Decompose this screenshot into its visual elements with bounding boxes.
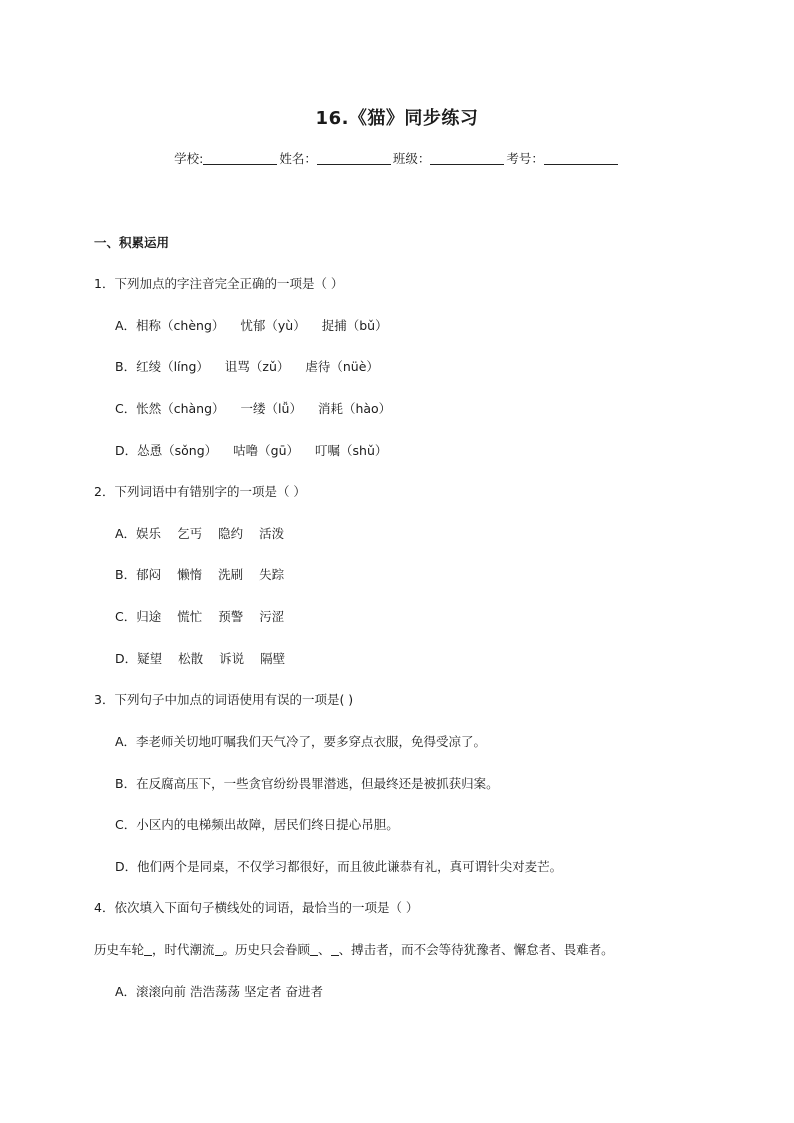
fill-blank-2[interactable] — [215, 943, 223, 956]
fill-blank-4[interactable] — [331, 943, 339, 956]
class-blank[interactable] — [430, 151, 504, 165]
question-1-option-b: B．红绫（líng） 诅骂（zǔ） 虐待（nüè） — [115, 359, 379, 374]
question-3-option-c: C．小区内的电梯频出故障，居民们终日提心吊胆。 — [115, 817, 399, 832]
school-label: 学校: — [174, 151, 204, 166]
question-1-option-c: C．怅然（chàng） 一缕（lǚ） 消耗（hào） — [115, 401, 392, 416]
question-1-stem: 1．下列加点的字注音完全正确的一项是（ ） — [94, 276, 344, 291]
question-3-option-b: B．在反腐高压下，一些贪官纷纷畏罪潜逃，但最终还是被抓获归案。 — [115, 776, 499, 791]
question-2-option-c: C．归途 慌忙 预警 污涩 — [115, 609, 285, 624]
question-3-option-d: D．他们两个是同桌，不仅学习都很好，而且彼此谦恭有礼，真可谓针尖对麦芒。 — [115, 859, 563, 874]
question-2-option-d: D．疑望 松散 诉说 隔壁 — [115, 651, 286, 666]
fill-blank-3[interactable] — [310, 943, 318, 956]
exam-number-label: 考号： — [506, 151, 544, 166]
fill-blank-1[interactable] — [144, 943, 152, 956]
name-blank[interactable] — [317, 151, 391, 165]
student-info-line — [0, 149, 794, 167]
question-1-option-d: D．怂恿（sǒng） 咕噜（gū） 叮嘱（shǔ） — [115, 443, 388, 458]
school-blank[interactable] — [203, 151, 277, 165]
section-heading: 一、积累运用 — [94, 235, 170, 250]
class-label: 班级： — [392, 151, 431, 166]
question-4-option-a: A．滚滚向前 浩浩荡荡 坚定者 奋进者 — [115, 984, 323, 999]
question-3-option-a: A．李老师关切地叮嘱我们天气冷了，要多穿点衣服，免得受凉了。 — [115, 734, 487, 749]
name-label: 姓名： — [279, 151, 317, 166]
exam-number-blank[interactable] — [544, 151, 618, 165]
question-2-stem: 2．下列词语中有错别字的一项是（ ） — [94, 484, 306, 499]
question-4-stem: 4．依次填入下面句子横线处的词语，最恰当的一项是（ ） — [94, 900, 419, 915]
question-1-option-a: A．相称（chèng） 忧郁（yù） 捉捕（bǔ） — [115, 318, 388, 333]
question-3-stem: 3．下列句子中加点的词语使用有误的一项是( ) — [94, 692, 354, 707]
document-title: 16.《猫》同步练习 — [315, 108, 479, 129]
question-2-option-b: B．郁闷 懒惰 洗刷 失踪 — [115, 567, 285, 582]
question-4-sentence: 历史车轮 ，时代潮流 。历史只会眷顾 、 、搏击者，而不会等待犹豫者、懈怠者、畏难者。 — [94, 942, 614, 957]
question-2-option-a: A．娱乐 乞丐 隐约 活泼 — [115, 526, 285, 541]
